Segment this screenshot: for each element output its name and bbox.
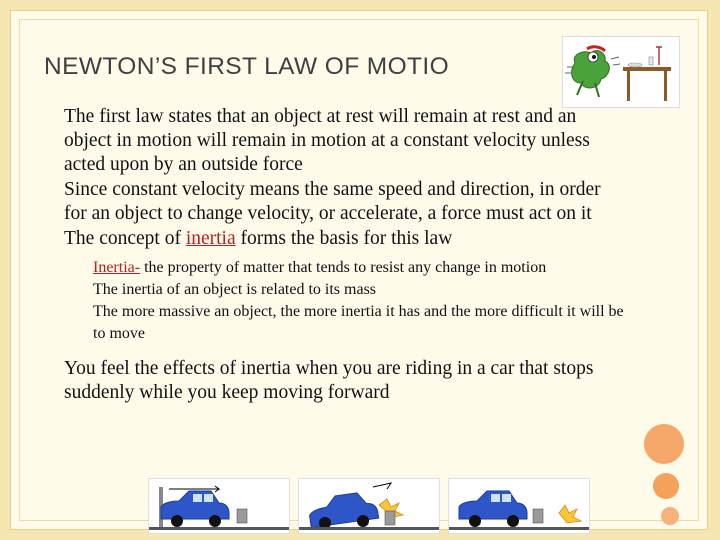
bullet-list	[44, 105, 624, 406]
clipart-svg	[563, 37, 679, 107]
car-scene-illustration	[148, 478, 290, 534]
bullet-text: You feel the effects of inertia when you are riding in a car that stops suddenly while you keep moving forward	[64, 358, 594, 403]
bullet-text-before: The concept of	[64, 228, 186, 249]
sub-bullet-text: The inertia of an object is related to its mass	[93, 281, 377, 298]
sub-bullet-list	[44, 257, 624, 345]
sub-bullet-item	[44, 301, 624, 345]
car-scenes	[148, 478, 588, 534]
decorative-circles	[642, 424, 692, 534]
bullet-text-after: forms the basis for this law	[235, 228, 453, 249]
clipart-illustration	[562, 36, 680, 108]
car-scene-illustration	[448, 478, 590, 534]
sub-bullet-text: the property of matter that tends to resist any change in motion	[140, 259, 547, 276]
bullet-item	[44, 357, 624, 405]
bullet-item	[44, 105, 624, 177]
sub-bullet-text: The more massive an object, the more inertia it has and the more difficult it will be to move	[93, 303, 624, 342]
term-inertia: Inertia-	[93, 259, 141, 276]
bullet-text: Since constant velocity means the same speed and direction, in order for an object to change velocity, or accelerate, a force must act on it	[64, 179, 601, 224]
sub-bullet-item	[44, 279, 624, 301]
bullet-text: The first law states that an object at rest will remain at rest and an object in motion will remain in motion at a constant velocity unless acted upon by an outside force	[64, 106, 590, 175]
keyword-inertia: inertia	[185, 228, 236, 249]
slide-title: NEWTON’S FIRST LAW OF MOTIO	[44, 53, 450, 80]
bullet-item	[44, 227, 624, 251]
sub-bullet-item	[44, 257, 624, 279]
car-scene-illustration	[298, 478, 440, 534]
bullet-item	[44, 178, 624, 226]
